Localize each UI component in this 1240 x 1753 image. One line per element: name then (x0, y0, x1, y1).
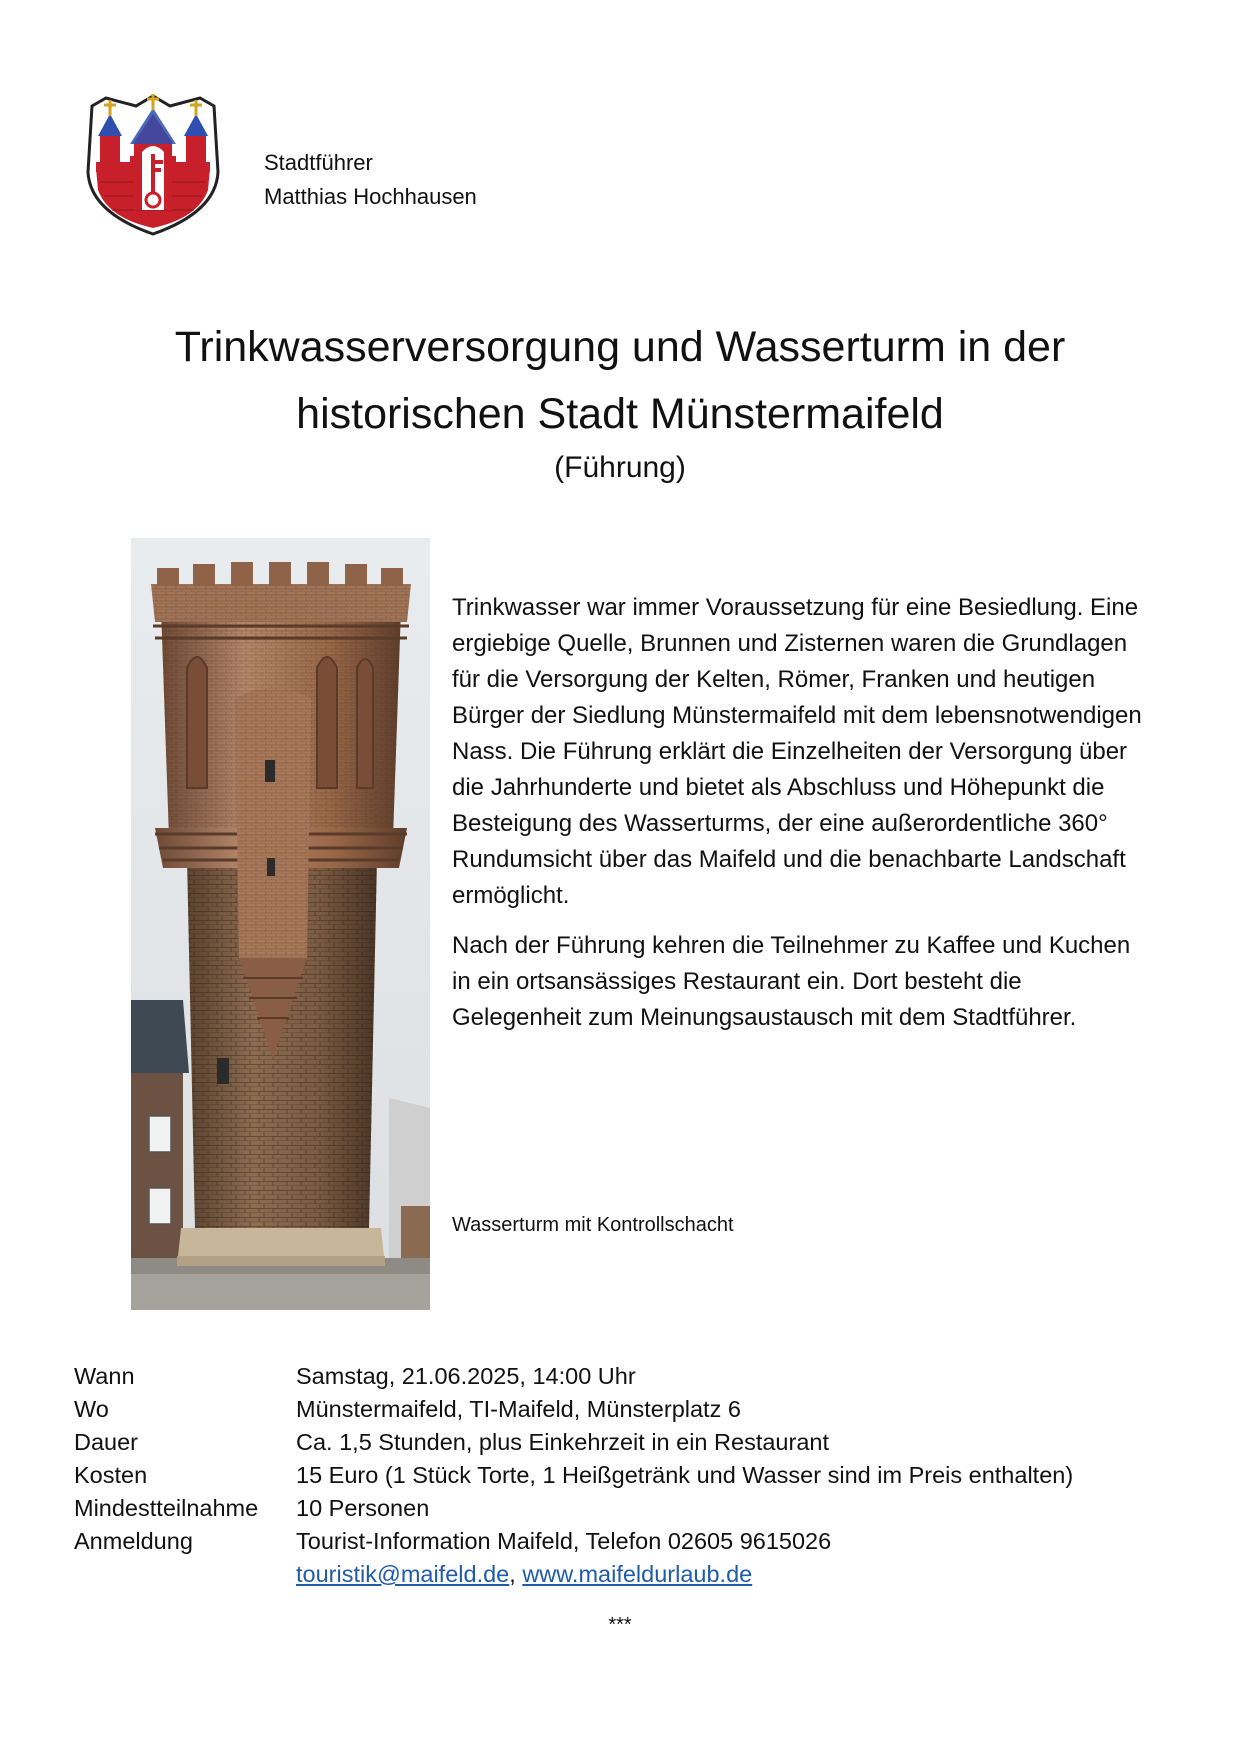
details-value: 15 Euro (1 Stück Torte, 1 Heißgetränk und Wasser sind im Preis enthalten) (296, 1462, 1074, 1488)
details-value: Samstag, 21.06.2025, 14:00 Uhr (296, 1363, 636, 1389)
details-value: Ca. 1,5 Stunden, plus Einkehrzeit in ein Restaurant (296, 1429, 829, 1455)
details-row (74, 1525, 1073, 1558)
details-value: Münstermaifeld, TI-Maifeld, Münsterplatz 6 (296, 1396, 741, 1422)
details-row (74, 1492, 1073, 1525)
description-paragraph: Nach der Führung kehren die Teilnehmer zu Kaffee und Kuchen in ein ortsansässiges Restaurant ein. Dort besteht die Gelegenheit zum Meinungsaustausch mit dem Stadtführer. (452, 932, 1131, 1031)
title-line-1: Trinkwasserversorgung und Wasserturm in der (174, 323, 1066, 371)
details-value: Tourist-Information Maifeld, Telefon 02605 9615026 (296, 1528, 832, 1554)
details-label: Kosten (74, 1462, 148, 1488)
water-tower-photo (131, 538, 430, 1310)
event-details-table (74, 1360, 1073, 1591)
details-row (74, 1393, 1073, 1426)
details-label-empty (74, 1558, 296, 1591)
details-row (74, 1459, 1073, 1492)
details-row (74, 1360, 1073, 1393)
author-name: Matthias Hochhausen (264, 184, 477, 209)
author-block (264, 146, 477, 214)
author-role: Stadtführer (264, 150, 373, 175)
details-label: Wo (74, 1396, 109, 1422)
details-row-contact (74, 1558, 1073, 1591)
details-row (74, 1426, 1073, 1459)
website-link[interactable]: www.maifeldurlaub.de (522, 1561, 753, 1587)
page-subtitle: (Führung) (554, 451, 686, 484)
details-label: Wann (74, 1363, 135, 1389)
description-paragraph: Trinkwasser war immer Voraussetzung für eine Besiedlung. Eine ergiebige Quelle, Brunnen und Zisternen waren die Grundlagen für die Versorgung der Kelten, Römer, Franken und heutigen Bürger der Siedlung Münstermaifeld mit dem lebensnotwendigen Nass. Die Führung erklärt die Einzelheiten der Versorgung über die Jahrhunderte und bietet als Abschluss und Höhepunkt die Besteigung des Wasserturms, der eine außerordentliche 360° Rundumsicht über das Maifeld und die benachbarte Landschaft ermöglicht. (452, 594, 1142, 909)
page-title (60, 314, 1180, 448)
description (452, 590, 1152, 1050)
contact-links (296, 1558, 1073, 1591)
footer-ornament: *** (608, 1614, 632, 1636)
photo-caption: Wasserturm mit Kontrollschacht (452, 1214, 734, 1236)
email-link[interactable]: touristik@maifeld.de (296, 1561, 510, 1587)
title-line-2: historischen Stadt Münstermaifeld (296, 390, 944, 438)
details-label: Anmeldung (74, 1528, 193, 1554)
details-label: Mindestteilnahme (74, 1495, 259, 1521)
link-separator: , (509, 1561, 516, 1587)
details-value: 10 Personen (296, 1495, 430, 1521)
coat-of-arms-logo (78, 92, 228, 236)
details-label: Dauer (74, 1429, 139, 1455)
